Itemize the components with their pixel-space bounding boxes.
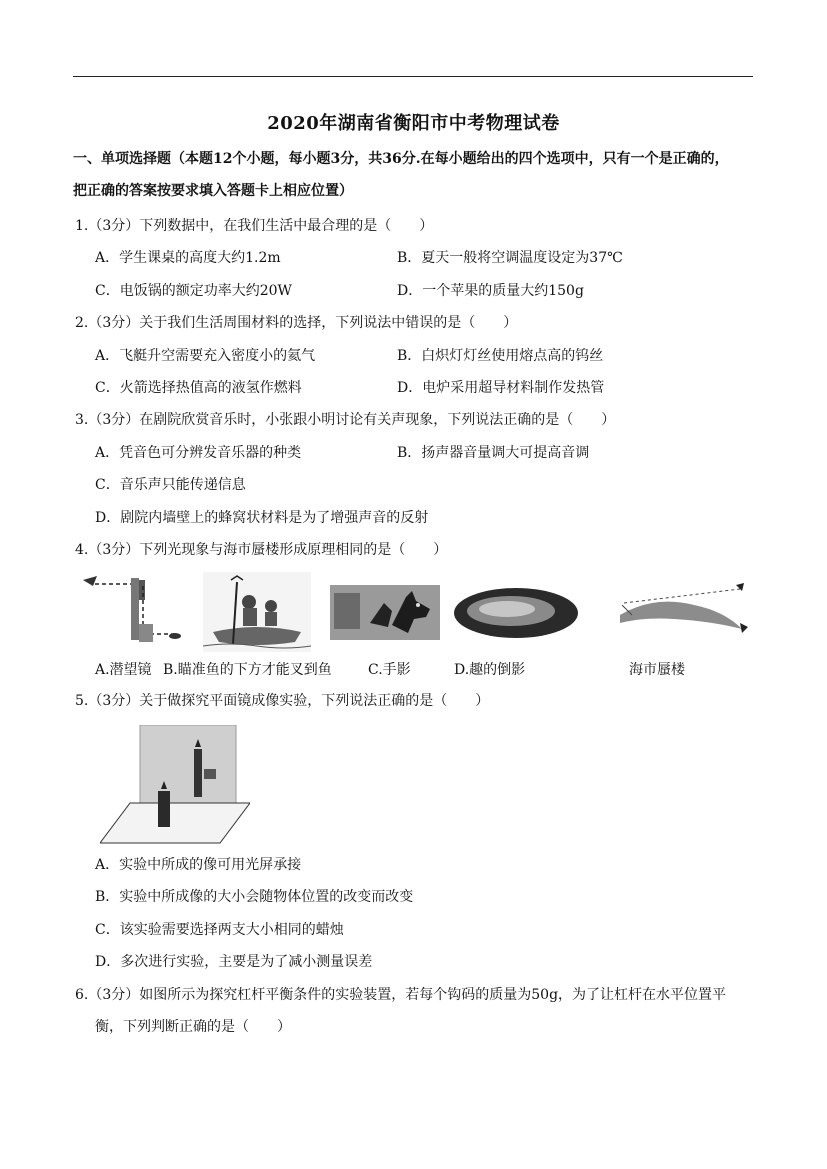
question-4-stem: 4.（3分）下列光现象与海市蜃楼形成原理相同的是（ ）: [75, 542, 448, 558]
q3-option-d: D．剧院内墙壁上的蜂窝状材料是为了增强声音的反射: [95, 510, 429, 526]
header-rule: [73, 76, 753, 77]
q4-caption-a: A.潜望镜: [95, 662, 152, 678]
fish-spearing-figure: [203, 572, 311, 652]
question-6-stem-line2: 衡，下列判断正确的是（ ）: [95, 1019, 291, 1035]
q3-option-c: C．音乐声只能传递信息: [95, 477, 246, 493]
question-1-stem: 1.（3分）下列数据中，在我们生活中最合理的是（ ）: [75, 218, 434, 234]
q1-option-d: D．一个苹果的质量大约150g: [397, 283, 584, 299]
question-5-stem: 5.（3分）关于做探究平面镜成像实验，下列说法正确的是（ ）: [75, 693, 490, 709]
question-2-stem: 2.（3分）关于我们生活周围材料的选择，下列说法中错误的是（ ）: [75, 315, 518, 331]
q3-option-a: A．凭音色可分辨发音乐器的种类: [95, 445, 302, 461]
q2-option-d: D．电炉采用超导材料制作发热管: [397, 380, 605, 396]
q2-option-c: C．火箭选择热值高的液氢作燃料: [95, 380, 302, 396]
q1-option-c: C．电饭锅的额定功率大约20W: [95, 283, 292, 299]
hand-shadow-figure: [330, 585, 440, 640]
mirage-figure: [614, 575, 754, 641]
q5-option-c: C．该实验需要选择两支大小相同的蜡烛: [95, 922, 344, 938]
q3-option-b: B．扬声器音量调大可提高音调: [397, 445, 590, 461]
q5-option-a: A．实验中所成的像可用光屏承接: [95, 857, 302, 873]
section-heading-line1: 一、单项选择题（本题12个小题，每小题3分，共36分.在每小题给出的四个选项中，只有一个是正确的，: [73, 151, 729, 167]
q2-option-a: A．飞艇升空需要充入密度小的氦气: [95, 348, 316, 364]
page-title: 2020年湖南省衡阳市中考物理试卷: [267, 113, 560, 134]
q4-caption-b: B.瞄准鱼的下方才能叉到鱼: [163, 662, 332, 678]
question-6-stem-line1: 6.（3分）如图所示为探究杠杆平衡条件的实验装置，若每个钩码的质量为50g，为了让杠杆在水平位置平: [75, 987, 727, 1003]
q5-option-b: B．实验中所成像的大小会随物体位置的改变而改变: [95, 889, 414, 905]
reflection-figure: [451, 585, 581, 641]
q2-option-b: B．白炽灯灯丝使用熔点高的钨丝: [397, 348, 604, 364]
q1-option-b: B．夏天一般将空调温度设定为37℃: [397, 250, 623, 266]
plane-mirror-experiment-figure: [100, 725, 250, 845]
q4-caption-d: D.趣的倒影: [454, 662, 526, 678]
q4-caption-c: C.手影: [368, 662, 411, 678]
q4-caption-mirage: 海市蜃楼: [629, 662, 685, 678]
question-3-stem: 3.（3分）在剧院欣赏音乐时，小张跟小明讨论有关声现象，下列说法正确的是（ ）: [75, 412, 616, 428]
periscope-figure: [75, 572, 185, 650]
q1-option-a: A．学生课桌的高度大约1.2m: [95, 250, 281, 266]
section-heading-line2: 把正确的答案按要求填入答题卡上相应位置）: [73, 183, 353, 199]
q5-option-d: D．多次进行实验，主要是为了减小测量误差: [95, 954, 373, 970]
